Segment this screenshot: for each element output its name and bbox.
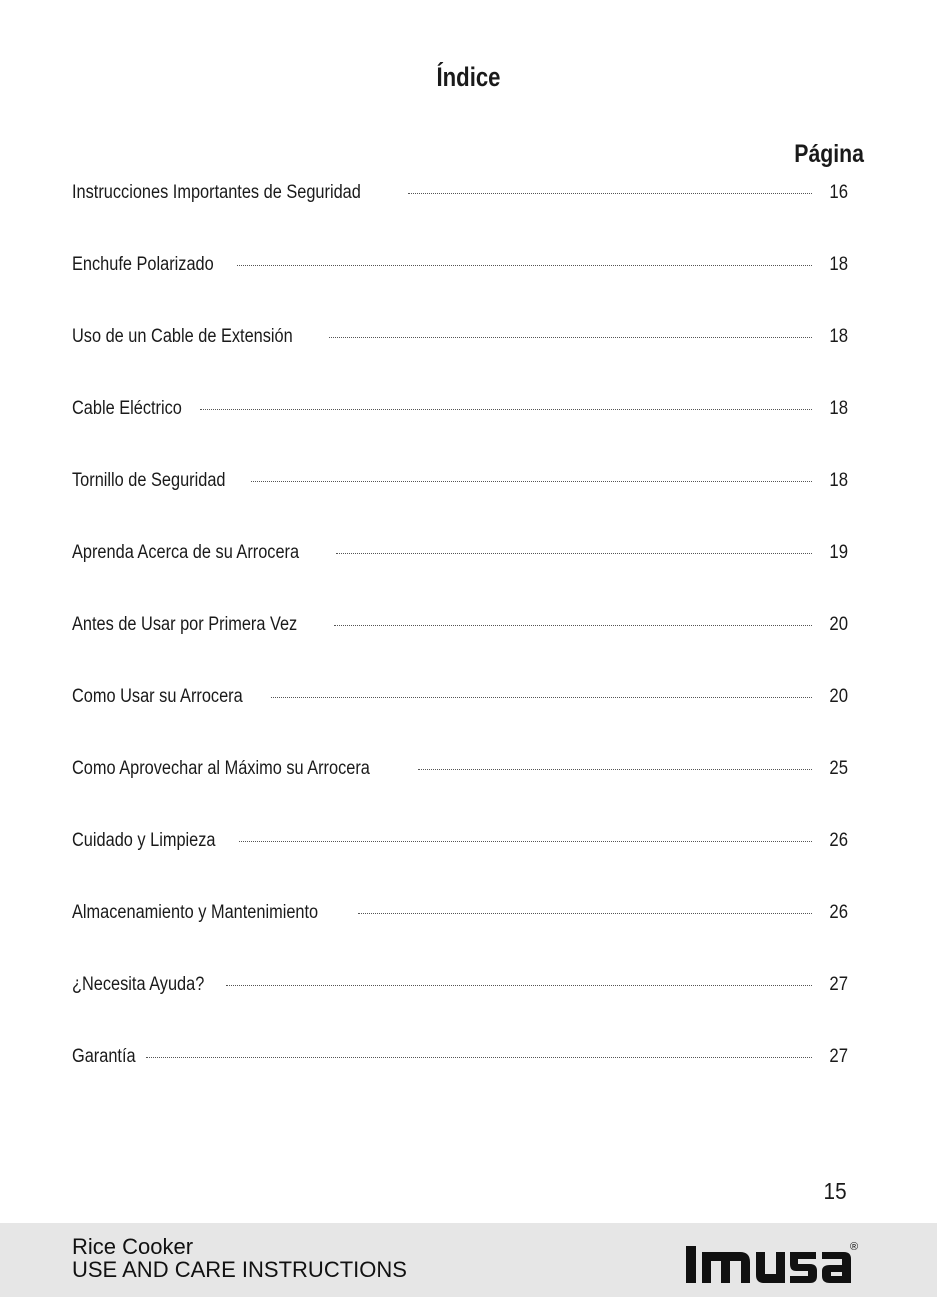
dot-leader [146,1057,812,1058]
toc-entry-label: Tornillo de Seguridad [72,470,226,491]
toc-entry-label: Cable Eléctrico [72,398,182,419]
toc-entry[interactable] [72,680,848,752]
dot-leader [237,265,812,266]
dot-leader [200,409,812,410]
toc-entry-page: 25 [829,758,848,779]
dot-leader [334,625,812,626]
toc-entry-label: Garantía [72,1046,136,1067]
toc-entry-page: 26 [829,902,848,923]
dot-leader [418,769,812,770]
toc-entry[interactable] [72,176,848,248]
toc-entry-page: 18 [829,254,848,275]
toc-entry-page: 26 [829,830,848,851]
toc-entry-label: Enchufe Polarizado [72,254,214,275]
toc-entry[interactable] [72,824,848,896]
toc-entry[interactable] [72,1040,848,1112]
toc-entry-label: Aprenda Acerca de su Arrocera [72,542,300,563]
toc-entry-page: 20 [829,614,848,635]
dot-leader [271,697,812,698]
toc-entry[interactable] [72,464,848,536]
page-column-header: Página [794,140,864,168]
toc-entry-label: Como Usar su Arrocera [72,686,243,707]
toc-entry-page: 18 [829,470,848,491]
product-name: Rice Cooker [72,1234,194,1259]
toc-entry[interactable] [72,248,848,320]
toc-entry-page: 18 [829,398,848,419]
toc-entry-label: Antes de Usar por Primera Vez [72,614,298,635]
toc-entry[interactable] [72,968,848,1040]
toc-entry-page: 19 [829,542,848,563]
dot-leader [408,193,812,194]
toc-entry-page: 27 [829,974,848,995]
toc-entry-label: Como Aprovechar al Máximo su Arrocera [72,758,370,779]
toc-entry[interactable] [72,320,848,392]
dot-leader [336,553,812,554]
registered-mark: ® [850,1241,858,1253]
toc-entry[interactable] [72,608,848,680]
imusa-logo [686,1240,858,1284]
product-subtitle: USE AND CARE INSTRUCTIONS [72,1257,407,1282]
dot-leader [251,481,812,482]
toc-entry-label: ¿Necesita Ayuda? [72,974,205,995]
dot-leader [329,337,812,338]
dot-leader [239,841,812,842]
page-number: 15 [823,1178,847,1204]
toc-entry[interactable] [72,752,848,824]
dot-leader [226,985,812,986]
toc-entry-label: Uso de un Cable de Extensión [72,326,293,347]
toc-entry-label: Instrucciones Importantes de Seguridad [72,182,361,203]
toc-entry[interactable] [72,896,848,968]
toc-entry[interactable] [72,392,848,464]
product-title [72,1235,407,1281]
toc-entry-page: 16 [829,182,848,203]
toc-entry-page: 20 [829,686,848,707]
footer-band [0,1223,937,1297]
dot-leader [358,913,812,914]
toc-entry[interactable] [72,536,848,608]
page-title: Índice [436,62,501,92]
table-of-contents [72,176,848,1112]
toc-entry-page: 27 [829,1046,848,1067]
toc-entry-label: Almacenamiento y Mantenimiento [72,902,319,923]
toc-entry-page: 18 [829,326,848,347]
toc-entry-label: Cuidado y Limpieza [72,830,216,851]
